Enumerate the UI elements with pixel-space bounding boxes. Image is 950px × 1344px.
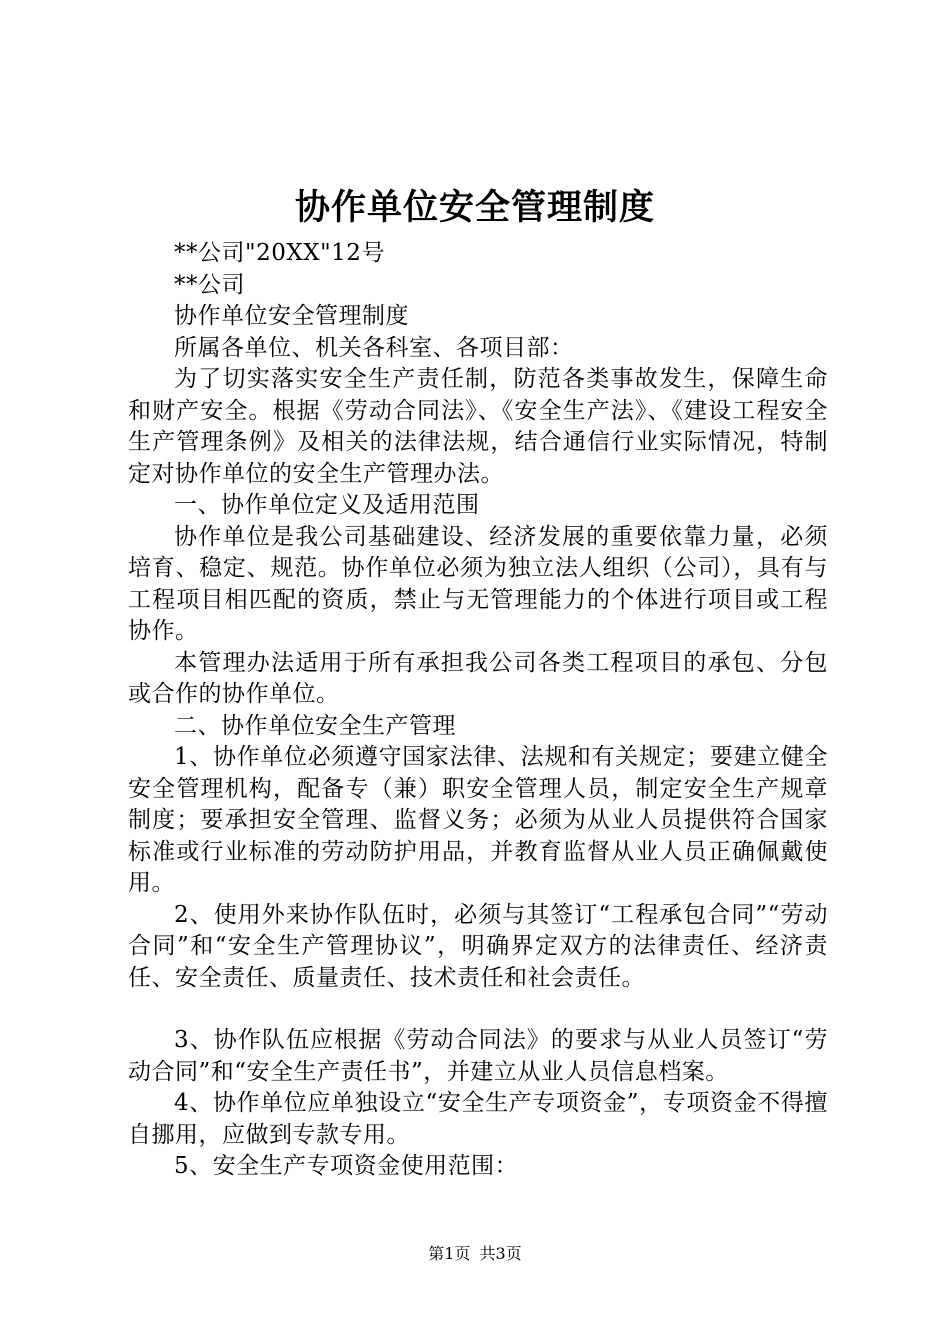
page-footer — [0, 1244, 950, 1264]
clause-2: 2、使用外来协作队伍时，必须与其签订“工程承包合同”“劳动合同”和“安全生产管理协议”，明确界定双方的法律责任、经济责任、安全责任、质量责任、技术责任和社会责任。 — [128, 901, 828, 991]
subject-line: 协作单位安全管理制度 — [174, 303, 409, 329]
document-number: **公司"20XX"12号 — [174, 240, 385, 266]
section-heading-2: 二、协作单位安全生产管理 — [174, 712, 456, 739]
document-body — [128, 238, 828, 1183]
scope-paragraph: 本管理办法适用于所有承担我公司各类工程项目的承包、分包或合作的协作单位。 — [128, 649, 828, 707]
clause-3: 3、协作队伍应根据《劳动合同法》的要求与从业人员签订“劳动合同”和“安全生产责任书”，并建立从业人员信息档案。 — [128, 1027, 828, 1085]
issuer-line: **公司 — [174, 271, 245, 298]
clause-5: 5、安全生产专项资金使用范围： — [174, 1153, 519, 1179]
addressee-line: 所属各单位、机关各科室、各项目部： — [174, 334, 574, 361]
clause-1: 1、协作单位必须遵守国家法律、法规和有关规定；要建立健全安全管理机构，配备专（兼）职安全管理人员，制定安全生产规章制度；要承担安全管理、监督义务；必须为从业人员提供符合国家标准或行业标准的劳动防护用品，并教育监督从业人员正确佩戴使用。 — [128, 744, 828, 896]
section-heading-1: 一、协作单位定义及适用范围 — [174, 492, 480, 518]
page-total: 共3页 — [479, 1244, 522, 1263]
definition-paragraph: 协作单位是我公司基础建设、经济发展的重要依靠力量，必须培育、稳定、规范。协作单位必须为独立法人组织（公司），具有与工程项目相匹配的资质，禁止与无管理能力的个体进行项目或工程协作。 — [128, 523, 828, 644]
clause-4: 4、协作单位应单独设立“安全生产专项资金”，专项资金不得擅自挪用，应做到专款专用。 — [128, 1090, 828, 1148]
page-number: 第1页 — [428, 1244, 471, 1263]
intro-paragraph: 为了切实落实安全生产责任制，防范各类事故发生，保障生命和财产安全。根据《劳动合同法》、《安全生产法》、《建设工程安全生产管理条例》及相关的法律法规，结合通信行业实际情况，特制定对协作单位的安全生产管理办法。 — [128, 366, 828, 487]
document-title: 协作单位安全管理制度 — [294, 187, 655, 228]
